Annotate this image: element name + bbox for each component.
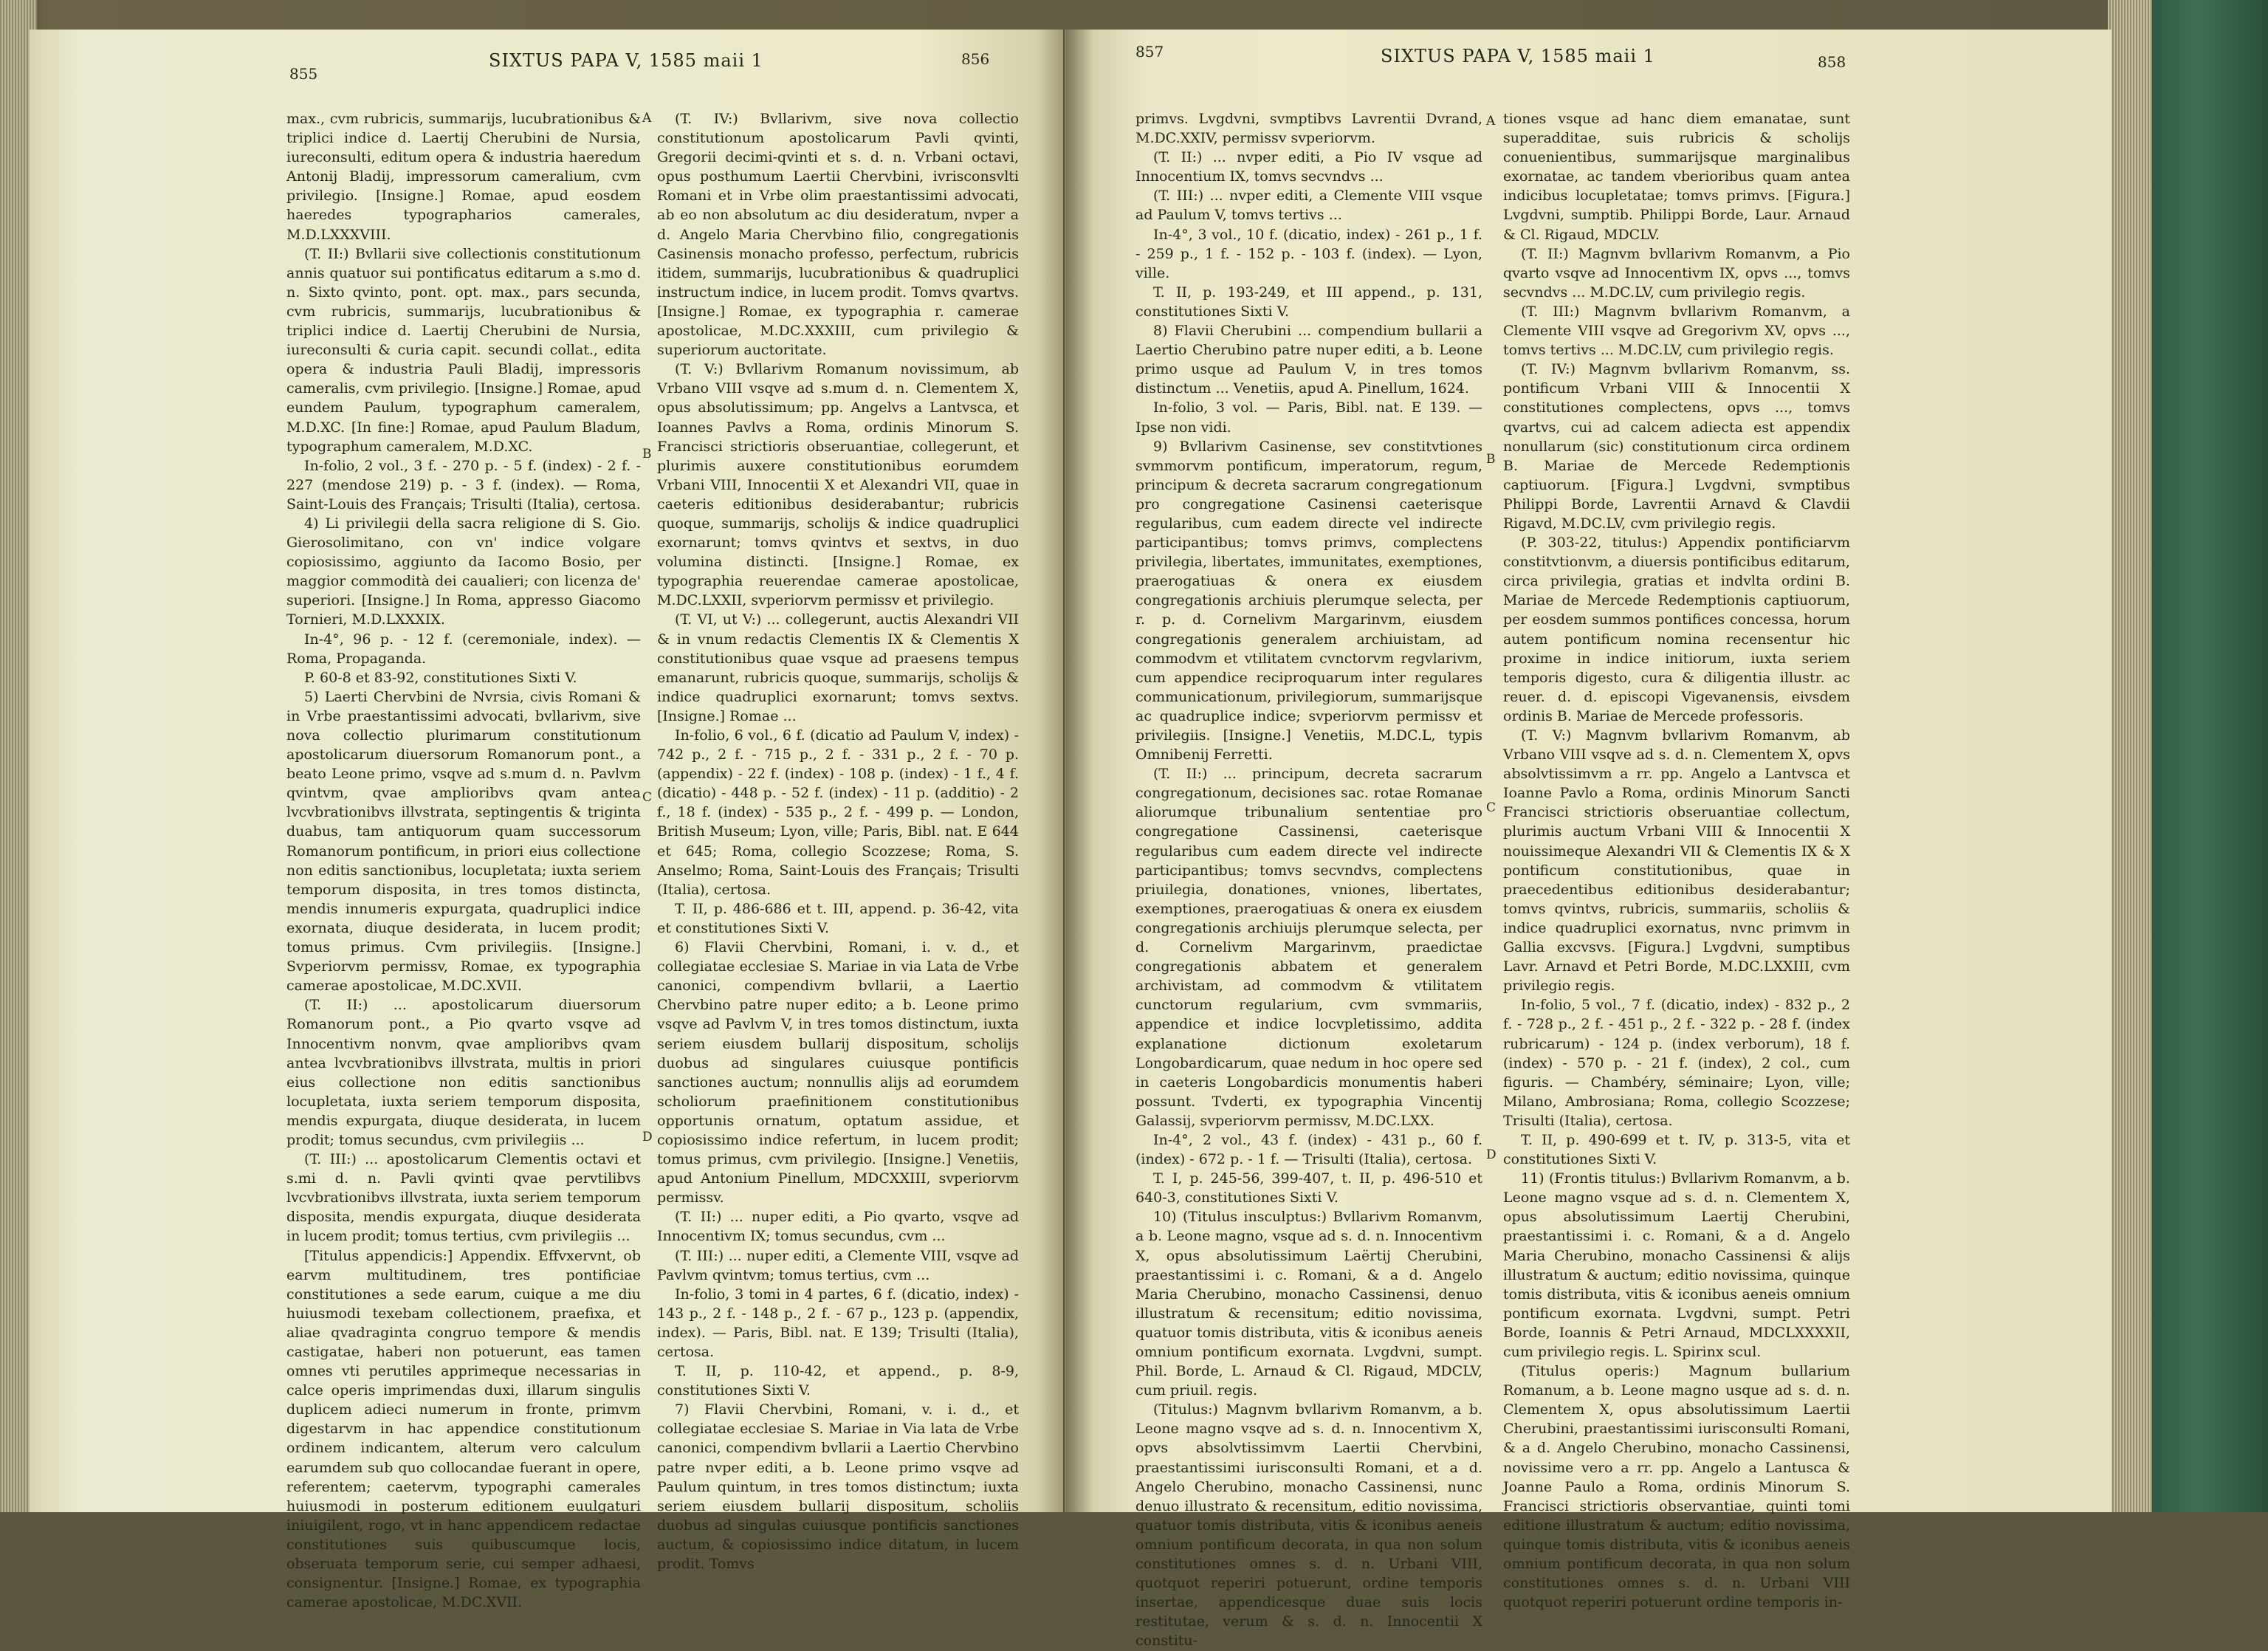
bibliography-paragraph: T. I, p. 245-56, 399-407, t. II, p. 496-510 et 640-3, constitutiones Sixti V. (1135, 1170, 1482, 1206)
bibliography-paragraph: tiones vsque ad hanc diem emanatae, sunt superadditae, suis rubricis & scholijs conuenientibus, summarijsque marginalibus exornatae, ac tandem vberioribus quam antea indicibus locupletatae; tomvs primvs. [Figura.] Lvgdvni, sumptib. Philippi Borde, Laur. Arnaud & Cl. Rigaud, MDCLV. (1503, 111, 1850, 243)
bibliography-paragraph: 9) Bvllarivm Casinense, sev constitvtiones svmmorvm pontificum, imperatorum, regum, principum & decreta sacrarum congregationum pro congregatione Casinensi caeterisque regularibus, cum eadem directe vel indirecte participantibus; tomvs primvs, complectens privilegia, libertates, immunitates, exemptiones, praerogatiuas & onera ex eiusdem congregationis archiuis plerumque selecta, per r. p. d. Cornelivm Margarinvm, eiusdem congregationis generalem archiuistam, ad commodvm et vtilitatem cvnctorvm regvlarivm, cum appendice reciproquarum inter regulares communicationum, privilegiorum, summarijsque ac quadruplice indice; svperiorvm permissv et privilegiis. [Insigne.] Venetiis, M.DC.L, typis Omnibenij Ferretti. (1135, 438, 1482, 763)
bibliography-paragraph: In-folio, 6 vol., 6 f. (dicatio ad Paulum V, index) - 742 p., 2 f. - 715 p., 2 f. - 331 p., 2 f. - 70 p. (appendix) - 22 f. (index) - 108 p. (index) - 1 f., 4 f. (dicatio) - 448 p. - 52 f. (index) - 11 p. (additio) - 2 f., 18 f. (index) - 535 p., 2 f. - 499 p. — London, British Museum; Lyon, ville; Paris, Bibl. nat. E 644 et 645; Roma, collegio Scozzese; Roma, S. Anselmo; Roma, Saint-Louis des Français; Trisulti (Italia), certosa. (657, 727, 1019, 898)
right-page (1065, 30, 2111, 1650)
margin-letter-c: C (1486, 800, 1496, 815)
bibliography-paragraph: T. II, p. 193-249, et III append., p. 131, constitutiones Sixti V. (1135, 284, 1482, 320)
bibliography-paragraph: T. II, p. 490-699 et t. IV, p. 313-5, vita et constitutiones Sixti V. (1503, 1131, 1850, 1168)
bibliography-paragraph: (T. III:) ... apostolicarum Clementis octavi et s.mi d. n. Pavli qvinti qvae pervtilibvs lvcvbrationibvs illvstrata, iuxta seriem temporum disposita, mendis expurgata, diuque desiderata in lucem prodit; tomus tertius, cvm privilegiis ... (286, 1151, 641, 1245)
bibliography-paragraph: P. 60-8 et 83-92, constitutiones Sixti V. (304, 669, 577, 686)
bibliography-paragraph: (T. II:) ... nvper editi, a Pio IV vsque ad Innocentium IX, tomvs secvndvs ... (1135, 149, 1482, 185)
left-page (30, 30, 1063, 1611)
bibliography-paragraph: In-4°, 2 vol., 43 f. (index) - 431 p., 60 f. (index) - 672 p. - 1 f. — Trisulti (Italia), certosa. (1135, 1131, 1482, 1168)
bibliography-paragraph: 7) Flavii Chervbini, Romani, v. i. d., et collegiatae ecclesiae S. Mariae in Via lata de Vrbe canonici, compendivm bvllarii a Laertio Chervbino patre nvper editi, a b. Leone primo vsqve ad Paulum quintum, in tres tomos distinctum; iuxta seriem eiusdem bullarij dispositum, scholiis duobus ad singulas cuiusque pontificis sanctiones auctum, & copiosissimo indice ditatum, in lucem prodit. Tomvs (657, 1401, 1019, 1573)
margin-letter-d: D (642, 1130, 653, 1144)
bibliography-paragraph: (T. IV:) Bvllarivm, sive nova collectio constitutionum apostolicarum Pavli qvinti, Gregorii decimi-qvinti et s. d. n. Vrbani octavi, opus posthumum Laertii Chervbini, ivrisconsvlti Romani et in Vrbe olim praestantissimi advocati, ab eo non absolutum ac diu desideratum, nvper a d. Angelo Maria Chervbino filio, congregationis Casinensis monacho professo, perfectum, rubricis itidem, summarijs, lucubrationibus & quadruplici instructum indice, in lucem prodit. Tomvs qvartvs. [Insigne.] Romae, ex typographia r. camerae apostolicae, M.DC.XXXIII, cum privilegio & superiorum auctoritate. (657, 111, 1019, 359)
bibliography-paragraph: (T. V:) Magnvm bvllarivm Romanvm, ab Vrbano VIII vsqve ad s. d. n. Clementem X, opvs absolvtissimvm a rr. pp. Angelo a Lantvsca et Ioanne Pavlo a Roma, ordinis Minorum Sancti Francisci strictioris obseruantiae collectum, plurimis auctum Vrbani VIII & Innocentii X nouissimeque Alexandri VII & Clementis IX & X pontificum constitutionibus, quae in praecedentibus editionibus desiderabantur; tomvs qvintvs, rubricis, summariis, scholiis & indice quadruplici exornatus, nvnc primvm in Gallia excvsvs. [Figura.] Lvgdvni, sumptibus Lavr. Arnavd et Petri Borde, M.DC.LXXIII, cvm privilegio regis. (1503, 727, 1850, 995)
bibliography-paragraph: (T. III:) ... nuper editi, a Clemente VIII, vsqve ad Pavlvm qvintvm; tomus tertius, cvm ... (657, 1247, 1019, 1283)
page-number-857: 857 (1135, 43, 1164, 61)
bibliography-paragraph: primvs. Lvgdvni, svmptibvs Lavrentii Dvrand, M.DC.XXIV, permissv svperiorvm. (1135, 111, 1482, 147)
book-cover-binding (2152, 0, 2268, 1512)
running-head-left: SIXTUS PAPA V, 1585 maii 1 (489, 50, 763, 71)
bibliography-paragraph: 5) Laerti Chervbini de Nvrsia, civis Romani & in Vrbe praestantissimi advocati, bvllarivm, sive nova collectio plurimarum constitutionum apostolicarum diuersorum Romanorum pont., a beato Leone primo, vsqve ad s.mum d. n. Pavlvm qvintvm, qvae amplioribvs qvam antea lvcvbrationibvs illvstrata, septingentis & triginta duabus, tam antiquorum quam successorum Romanorum pontificum, in priori eius collectione non editis sanctionibus, locupletata; iuxta seriem temporum disposita, in tres tomos distincta, mendis innumeris expurgata, quadruplici indice exornata, diuque desiderata, in lucem prodit; tomus primus. Cvm privilegiis. [Insigne.] Svperiorvm permissv, Romae, ex typographia camerae apostolicae, M.DC.XVII. (286, 688, 641, 995)
bibliography-paragraph: (P. 303-22, titulus:) Appendix pontificiarvm constitvtionvm, a diuersis pontificibus editarum, circa privilegia, gratias et indvlta ordini B. Mariae de Mercede Redemptionis captiuorum, per eosdem summos pontifices concessa, horum autem pontificum nomina recensentur hic proxime in indice initiorum, iuxta seriem temporis digesto, cura & diligentia illustr. ac reuer. d. d. episcopi Vigevanensis, eivsdem ordinis B. Mariae de Mercede professoris. (1503, 535, 1850, 724)
bibliography-paragraph: 11) (Frontis titulus:) Bvllarivm Romanvm, a b. Leone magno vsque ad s. d. n. Clementem X, opus absolutissimum Laertij Cherubini, praestantissimi i. c. Romani, & a d. Angelo Maria Cherubino, monacho Cassinensi & alijs illustratum & auctum; editio novissima, quinque tomis distributa, vitis & iconibus aeneis omnium pontificum exornata. Lvgdvni, sumpt. Petri Borde, Ioannis & Petri Arnaud, MDCLXXXXII, cum privilegio regis. L. Spirinx scul. (1503, 1170, 1850, 1360)
bibliography-paragraph: (T. II:) Magnvm bvllarivm Romanvm, a Pio qvarto vsqve ad Innocentivm IX, opvs ..., tomvs secvndvs ... M.DC.LV, cum privilegio regis. (1503, 245, 1850, 301)
page-number-856: 856 (961, 50, 990, 68)
bibliography-paragraph: [Titulus appendicis:] Appendix. Effvxervnt, ob earvm multitudinem, tres pontificiae constitutiones a sede earum, cuique a me diu huiusmodi texebam collectionem, praefixa, et aliae qvadraginta congruo tempore & mendis castigatae, haberi non potuerunt, eas tamen omnes vti perutiles apprimeque necessarias in calce operis imprimendas duxi, illarum singulis duplicem adieci numerum in fronte, primvm digestarvm in hac appendice constitutionum ordinem indicantem, alterum vero calculum earumdem sub quo collocandae fuerant in opere, referentem; caetervm, typographi camerales huiusmodi in posterum editionem euulgaturi iniuigilent, rogo, vt in hanc appendicem redactae constitutiones suis quibuscumque locis, obseruata temporum serie, cui semper adhaesi, consignentur. [Insigne.] Romae, ex typographia camerae apostolicae, M.DC.XVII. (286, 1247, 641, 1611)
left-page-column-1 (286, 109, 641, 1612)
bibliography-paragraph: (T. III:) ... nvper editi, a Clemente VIII vsque ad Paulum V, tomvs tertivs ... (1135, 188, 1482, 224)
running-head-right: SIXTUS PAPA V, 1585 maii 1 (1381, 46, 1655, 66)
margin-letter-c: C (642, 790, 653, 805)
page-number-855: 855 (289, 65, 318, 83)
page-number-858: 858 (1818, 53, 1846, 71)
margin-letter-b: B (1486, 452, 1496, 467)
bibliography-paragraph: (Titulus operis:) Magnum bullarium Romanum, a b. Leone magno usque ad s. d. n. Clementem X, opus absolutissimum Laertii Cherubini, praestantissimi iurisconsulti Romani, & a d. Angelo Cherubino, monacho Cassinensi, novissime vero a rr. pp. Angelo a Lantusca & Joanne Paulo a Roma, ordinis Minorum S. Francisci strictioris observantiae, quinti tomi editione illustratum & auctum; editio novissima, quinque tomis distributa, vitis & iconibus aeneis omnium pontificum decorata, in qua non solum constitutiones omnes s. d. n. Urbani VIII quotquot reperiri potuerunt ordine temporis in- (1503, 1363, 1850, 1611)
bibliography-paragraph: In-folio, 3 tomi in 4 partes, 6 f. (dicatio, index) - 143 p., 2 f. - 148 p., 2 f. - 67 p., 123 p. (appendix, index). — Paris, Bibl. nat. E 139; Trisulti (Italia), certosa. (657, 1286, 1019, 1360)
bibliography-paragraph: 6) Flavii Chervbini, Romani, i. v. d., et collegiatae ecclesiae S. Mariae in via Lata de Vrbe canonici, compendivm bvllarii, a Laertio Chervbino patre nuper edito; a b. Leone primo vsqve ad Pavlvm V, in tres tomos distinctum, iuxta seriem eiusdem bullarij dispositum, scholijs duobus ad singulares cuiusque pontificis sanctiones auctum; nonnullis alijs ad eorumdem scholiorum praefinitionem constitutionibus opportunis ornatum, optatum assidue, et copiosissimo indice refertum, in lucem prodit; tomus primus, cvm privilegio. [Insigne.] Venetiis, apud Antonium Pinellum, MDCXXIII, svperiorvm permissv. (657, 939, 1019, 1206)
bibliography-paragraph: In-folio, 3 vol. — Paris, Bibl. nat. E 139. — Ipse non vidi. (1135, 399, 1482, 436)
right-page-column-2 (1503, 109, 1850, 1612)
bibliography-paragraph: In-4°, 96 p. - 12 f. (ceremoniale, index). — Roma, Propaganda. (286, 631, 641, 667)
margin-letter-a: A (1486, 114, 1496, 128)
bibliography-paragraph: T. II, p. 110-42, et append., p. 8-9, constitutiones Sixti V. (657, 1363, 1019, 1399)
bibliography-paragraph: (T. II:) ... principum, decreta sacrarum congregationum, decisiones sac. rotae Romanae aliorumque tribunalium sententiae pro congregatione Cassinensi, caeterisque regularibus cum eadem directe vel indirecte participantibus; tomvs secvndvs, complectens priuilegia, donationes, vniones, libertates, exemptiones, praerogatiuas & onera ex eiusdem congregationis archiuijs plerumque selecta, per d. Cornelivm Margarinvm, praedictae congregationis abbatem et generalem archivistam, ad commodvm & vtilitatem cunctorum regularium, cvm svmmariis, appendice et indice locvpletissimo, addita explanatione dictionum exoletarum Longobardicarum, quae nedum in hoc opere sed in caeteris Longobardicis monumentis haberi possunt. Tvderti, ex typographia Vincentij Galassij, svperiorvm permissv, M.DC.LXX. (1135, 766, 1482, 1129)
bibliography-paragraph: (T. II:) ... nuper editi, a Pio qvarto, vsqve ad Innocentivm IX; tomus secundus, cvm ... (657, 1209, 1019, 1245)
bibliography-paragraph: T. II, p. 486-686 et t. III, append. p. 36-42, vita et constitutiones Sixti V. (657, 900, 1019, 936)
left-page-column-2 (657, 109, 1019, 1573)
bibliography-paragraph: (T. VI, ut V:) ... collegerunt, auctis Alexandri VII & in vnum redactis Clementis IX & Clementis X constitutionibus quae vsque ad praesens tempus emanarunt, rubricis quoque, summarijs, scholijs & indice quadruplici exornarunt; tomvs sextvs. [Insigne.] Romae ... (657, 611, 1019, 724)
bibliography-paragraph: 10) (Titulus insculptus:) Bvllarivm Romanvm, a b. Leone magno, vsque ad s. d. n. Innocentivm X, opus absolutissimum Laërtij Cherubini, praestantissimi i. c. Romani, & a d. Angelo Maria Cherubino, monacho Cassinensi, denuo illustratum & recensitum; editio novissima, quatuor tomis distributa, vitis & iconibus aeneis omnium pontificum exornata. Lvgdvni, sumpt. Phil. Borde, L. Arnaud & Cl. Rigaud, MDCLV, cum priuil. regis. (1135, 1209, 1482, 1399)
margin-letter-a: A (642, 111, 652, 126)
bibliography-paragraph: In-folio, 5 vol., 7 f. (dicatio, index) - 832 p., 2 f. - 728 p., 2 f. - 451 p., 2 f. - 322 p. - 28 f. (index rubricarum) - 124 p. (index verborum), 18 f. (index) - 570 p. - 21 f. (index), 2 col., cum figuris. — Chambéry, séminaire; Lyon, ville; Milano, Ambrosiana; Roma, collegio Scozzese; Trisulti (Italia), certosa. (1503, 997, 1850, 1129)
bibliography-paragraph: (T. III:) Magnvm bvllarivm Romanvm, a Clemente VIII vsqve ad Gregorivm XV, opvs ..., tomvs tertivs ... M.DC.LV, cum privilegio regis. (1503, 303, 1850, 359)
bibliography-paragraph: (T. IV:) Magnvm bvllarivm Romanvm, ss. pontificum Vrbani VIII & Innocentii X constitutiones complectens, opvs ..., tomvs qvartvs, cui ad calcem adiecta est appendix nonullarum (sic) constitutionum circa ordinem B. Mariae de Mercede Redemptionis captiuorum. [Figura.] Lvgdvni, svmptibus Philippi Borde, Lavrentii Arnavd & Clavdii Rigavd, M.DC.LV, cvm privilegio regis. (1503, 361, 1850, 532)
bibliography-paragraph: In-folio, 2 vol., 3 f. - 270 p. - 5 f. (index) - 2 f. - 227 (mendose 219) p. - 3 f. (index). — Roma, Saint-Louis des Français; Trisulti (Italia), certosa. (286, 457, 641, 512)
margin-letter-d: D (1486, 1147, 1496, 1162)
right-page-column-1 (1135, 109, 1482, 1651)
bibliography-paragraph: 8) Flavii Cherubini ... compendium bullarii a Laertio Cherubino patre nuper editi, a b. Leone primo usque ad Paulum V, in tres tomos distinctum ... Venetiis, apud A. Pinellum, 1624. (1135, 323, 1482, 397)
bibliography-paragraph: (T. II:) Bvllarii sive collectionis constitutionum annis quatuor sui pontificatus editarum a s.mo d. n. Sixto qvinto, pont. opt. max., pars secunda, cvm rubricis, summarijs, lucubrationibus & triplici indice d. Laertij Cherubini de Nursia, iureconsulti & curia capit. secundi collat., edita opera & industria Pauli Bladij, impressoris cameralis, cvm privilegio. [Insigne.] Romae, apud eundem Paulum, typographum cameralem, M.D.XC. [In fine:] Romae, apud Paulum Bladum, typographum cameralem, M.D.XC. (286, 245, 641, 455)
bibliography-paragraph: (T. V:) Bvllarivm Romanum novissimum, ab Vrbano VIII vsqve ad s.mum d. n. Clementem X, opus absolutissimum; pp. Angelvs a Lantvsca, et Ioannes Pavlvs a Roma, ordinis Minorum S. Francisci strictioris obseruantiae, collegerunt, et plurimis auxere constitutionibus eorumdem Vrbani VIII, Innocentii X et Alexandri VII, quae in caeteris editionibus desiderabantur; rubricis quoque, summarijs, scholijs & indice quadruplici exornarunt; tomvs qvintvs et sextvs, in duo volumina distincti. [Insigne.] Romae, ex typographia reuerendae camerae apostolicae, M.DC.LXXII, svperiorvm permissv et privilegio. (657, 361, 1019, 609)
bibliography-paragraph: max., cvm rubricis, summarijs, lucubrationibus & triplici indice d. Laertij Cherubini de Nursia, iureconsulti, editum opera & industria haeredum Antonij Bladij, impressorum cameralium, cvm privilegio. [Insigne.] Romae, apud eosdem haeredes typographarios camerales, M.D.LXXXVIII. (286, 111, 641, 243)
right-page-edges (2108, 0, 2152, 1512)
margin-letter-b: B (642, 447, 652, 461)
bibliography-paragraph: In-4°, 3 vol., 10 f. (dicatio, index) - 261 p., 1 f. - 259 p., 1 f. - 152 p. - 103 f. (index). — Lyon, ville. (1135, 226, 1482, 281)
bibliography-paragraph: 4) Li privilegii della sacra religione di S. Gio. Gierosolimitano, con vn' indice volgare copiosissimo, aggiunto da Iacomo Bosio, per maggior commodità dei caualieri; con licenza de' superiori. [Insigne.] In Roma, appresso Giacomo Tornieri, M.D.LXXXIX. (286, 515, 641, 628)
book-gutter-shadow (1037, 30, 1093, 1512)
bibliography-paragraph: (T. II:) ... apostolicarum diuersorum Romanorum pont., a Pio qvarto vsqve ad Innocentivm nonvm, qvae amplioribvs qvam antea lvcvbrationibvs illvstrata, multis in priori eius collectione non editis sanctionibus locupletata, iuxta seriem temporum disposita, mendis expurgata, diuque desiderata, in lucem prodit; tomus secundus, cvm privilegiis ... (286, 997, 641, 1148)
bibliography-paragraph: (Titulus:) Magnvm bvllarivm Romanvm, a b. Leone magno vsqve ad s. d. n. Innocentivm X, opvs absolvtissimvm Laertii Chervbini, praestantissimi iurisconsulti Romani, et a d. Angelo Cherubino, monacho Cassinensi, nunc denuo illustrato & recensitum, editio novissima, quatuor tomis distributa, vitis & iconibus aeneis omnium pontificum decorata, in qua non solum constitutiones omnes s. d. n. Urbani VIII, quotquot reperiri potuerunt, ordine temporis insertae, appendicesque duae suis locis restitutae, verum & s. d. n. Innocentii X constitu- (1135, 1401, 1482, 1650)
